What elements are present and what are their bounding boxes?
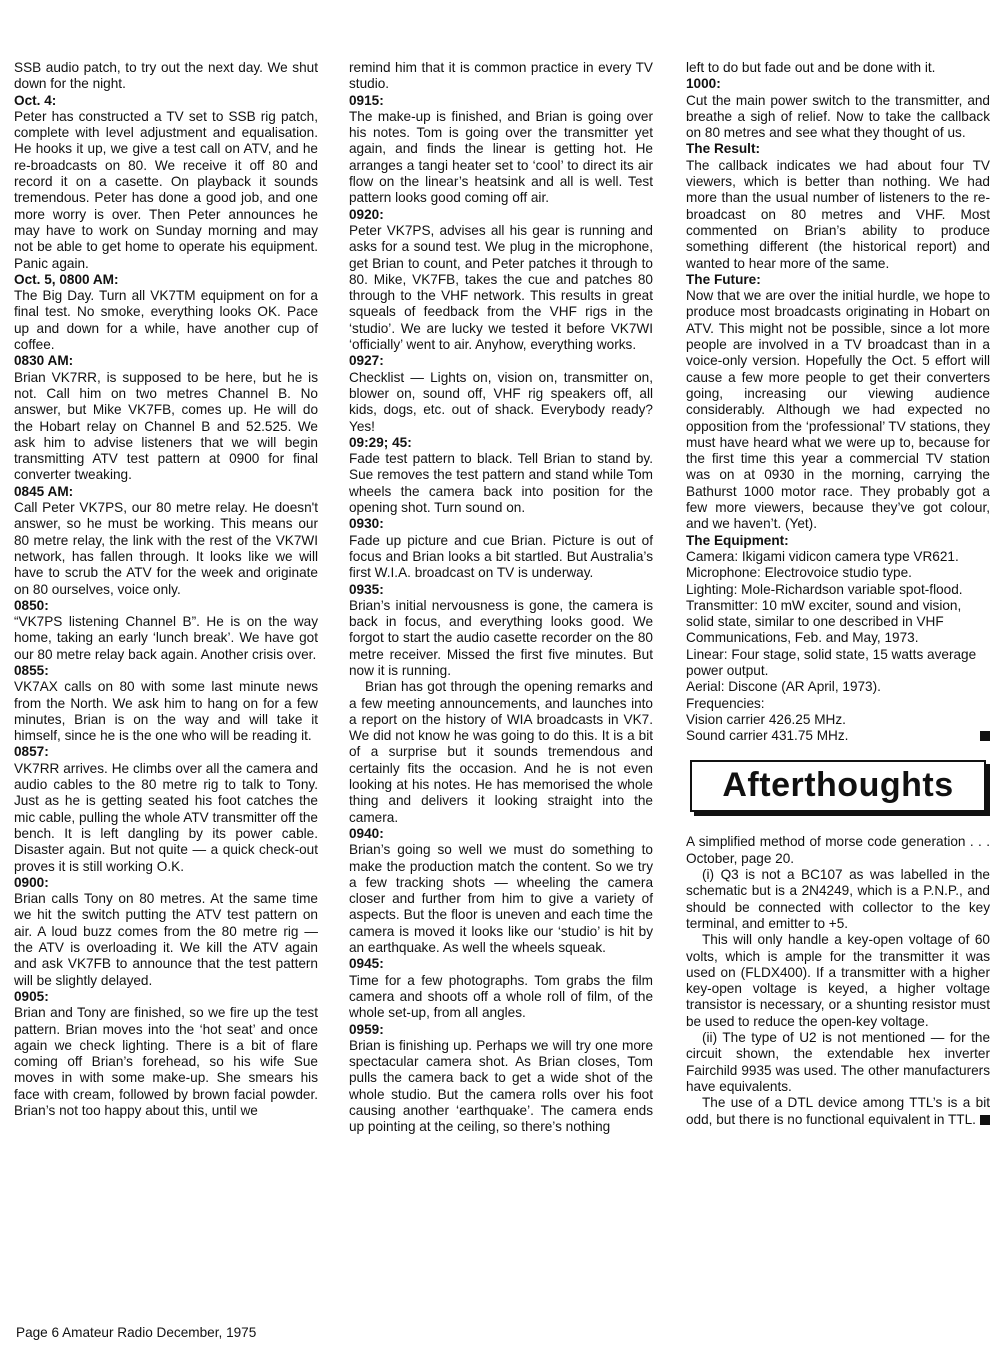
section-heading: 0935: — [349, 581, 384, 597]
afterthoughts-heading-box — [690, 760, 986, 812]
afterthoughts-text — [686, 834, 990, 1127]
section-heading: 0945: — [349, 956, 384, 972]
paragraph: The use of a DTL device among TTL’s is a bit odd, but there is no functional equivalent in TTL. — [686, 1095, 990, 1127]
section-heading: 0830 AM: — [14, 353, 74, 369]
paragraph: Fade up picture and cue Brian. Picture is out of focus and Brian looks a bit startled. But Australia’s first W.I.A. broadcast on TV is underway. — [349, 532, 653, 581]
paragraph: Brian VK7RR, is supposed to be here, but he is not. Call him on two metres Channel B. No answer, but Mike VK7FB, comes up. He will do the Hobart relay on Channel B and 52.525. We ask him to advise listeners that we will begin transmitting ATV test pattern at 0900 for final converter tweaking. — [14, 369, 318, 483]
paragraph: left to do but fade out and be done with it. — [686, 60, 936, 75]
equipment-item: Vision carrier 426.25 MHz. — [686, 711, 846, 727]
equipment-item: Camera: Ikigami vidicon camera type VR621. — [686, 548, 959, 564]
equipment-item: Microphone: Electrovoice studio type. — [686, 565, 912, 581]
paragraph: Brian’s going so well we must do something to make the production match the content. So we try a few tracking shots — wheeling the camera closer and further from him to give a variety of aspects. But the floor is uneven and each time the camera is moved it looks like our ‘studio’ is hit by an earthquake. As well the wheels squeak. — [349, 842, 653, 956]
equipment-item: Linear: Four stage, solid state, 15 watts average power output. — [686, 646, 977, 678]
paragraph: Brian’s initial nervousness is gone, the camera is back in focus, and everything looks good. We forgot to start the audio casette recorder on the 80 metre receiver. Missed the first five minutes. But now it is running. — [349, 597, 653, 678]
paragraph: Call Peter VK7PS, our 80 metre relay. He doesn't answer, so he must be working. This means our 80 metre relay, the link with the rest of the VK7WI network, has fallen through. It looks like we will have to scrub the ATV for the week and originate on 80 ourselves, voice only. — [14, 500, 318, 597]
equipment-item: Aerial: Discone (AR April, 1973). — [686, 679, 881, 695]
paragraph: “VK7PS listening Channel B”. He is on the way home, taking an early ‘lunch break’. We have got our 80 metre relay back again. Another crisis over. — [14, 614, 318, 662]
section-heading: 0940: — [349, 825, 384, 841]
paragraph: The callback indicates we had about four TV viewers, which is better than nothing. We had more than the usual number of listeners to the re-broadcast on 80 metres and VHF. Most commented on Brian’s ability to produce something different (the historical report) and wanted to hear more of the same. — [686, 157, 990, 271]
section-heading: 09:29; 45: — [349, 434, 412, 450]
paragraph: Brian calls Tony on 80 metres. At the same time we hit the switch putting the ATV test pattern on air. A loud buzz comes from the 80 metre rig — the ATV is overloading it. We kill the ATV again and ask VK7FB to announce that the test pattern will be slightly delayed. — [14, 891, 318, 988]
paragraph: VK7AX calls on 80 with some last minute news from the North. We ask him to hang on for a few minutes, Brian is on the way and will take it himself, since he is the one who will be reading it. — [14, 679, 318, 744]
paragraph: A simplified method of morse code generation . . . October, page 20. — [686, 834, 990, 866]
paragraph: Cut the main power switch to the transmitter, and breathe a sigh of relief. Now to take the callback on 80 metres and see what they thought of us. — [686, 92, 990, 141]
paragraph: (ii) The type of U2 is not mentioned — for the circuit shown, the extendable hex inverter Fairchild 9935 was used. The other manufacturers have equivalents. — [686, 1030, 990, 1094]
section-heading: Oct. 4: — [14, 92, 57, 108]
section-heading: 1000: — [686, 76, 721, 92]
page-footer: Page 6 Amateur Radio December, 1975 — [16, 1325, 257, 1340]
section-heading: 0927: — [349, 353, 384, 369]
equipment-item: Lighting: Mole-Richardson variable spot-flood. — [686, 581, 963, 597]
paragraph: remind him that it is common practice in every TV studio. — [349, 60, 653, 92]
section-heading: 0930: — [349, 516, 384, 532]
paragraph: (i) Q3 is not a BC107 as was labelled in the schematic but is a 2N4249, which is a P.N.P., and should be connected with collector to the key terminal, and emitter to +5. — [686, 867, 990, 931]
section-heading: The Future: — [686, 271, 761, 287]
end-mark — [980, 731, 990, 741]
section-heading: Oct. 5, 0800 AM: — [14, 271, 119, 287]
paragraph: Time for a few photographs. Tom grabs the film camera and shoots off a whole roll of film, of the whole set-up, from all angles. — [349, 972, 653, 1021]
equipment-item: Transmitter: 10 mW exciter, sound and vision, solid state, similar to one described in VHF Communications, Feb. and May, 1973. — [686, 597, 962, 646]
paragraph: Fade test pattern to black. Tell Brian to stand by. Sue removes the test pattern and stand while Tom wheels the camera back into position for the opening shot. Turn sound on. — [349, 451, 653, 516]
section-heading: 0855: — [14, 662, 49, 678]
paragraph: Peter VK7PS, advises all his gear is running and asks for a sound test. We plug in the microphone, get Brian to count, and Peter patches it through to 80. Mike, VK7FB, takes the cue and patches 80 through to the VHF network. This results in great squeals of feedback from the VHF rigs in the ‘studio’. We are lucky we tested it before VK7WI ‘officially’ went to air. Anyhow, everything works. — [349, 222, 653, 353]
column-1 — [14, 60, 318, 1119]
afterthoughts-heading: Afterthoughts — [722, 766, 954, 805]
column-3-text — [686, 60, 990, 549]
paragraph: VK7RR arrives. He climbs over all the camera and audio cables to the 80 metre rig to talk to Tony. Just as he is getting seated his foot catches the mic cable, pulling the whole ATV transmitter off the bench. It is left dangling by its power cable. Disaster again. But not quite — a quick check-out proves it is still working O.K. — [14, 760, 318, 874]
section-heading: 0850: — [14, 597, 49, 613]
paragraph: Brian is finishing up. Perhaps we will try one more spectacular camera shot. As Brian closes, Tom pulls the camera back to get a wide shot of the whole studio. But the camera rolls over his foot causing another ‘earthquake’. The camera ends up pointing at the ceiling, so there’s nothing — [349, 1037, 653, 1135]
section-heading: 0845 AM: — [14, 483, 74, 499]
equipment-item: Frequencies: — [686, 695, 765, 711]
paragraph: The Big Day. Turn all VK7TM equipment on for a final test. No smoke, everything looks OK. Pace up and down for a while, have another cup of coffee. — [14, 288, 318, 353]
paragraph: The make-up is finished, and Brian is going over his notes. Tom is going over the transmitter yet again, and finds the linear is getting hot. He arranges a tangi heater set to ‘cool’ to direct its air flow on the linear’s heatsink and all is well. Test pattern looks good coming off air. — [349, 108, 653, 206]
paragraph: Peter has constructed a TV set to SSB rig patch, complete with level adjustment and equalisation. He hooks it up, we give a test call on ATV, and he re-broadcasts on 80. We receive it off 80 and record it on a casette. On playback it sounds tremendous. Peter has done a good job, and one more worry is over. Then Peter announces he may have to work on Sunday morning and may not be able to get home to operate his equipment. Panic again. — [14, 108, 318, 271]
paragraph: Brian has got through the opening remarks and a few meeting announcements, and launches into a report on the history of WIA broadcasts in VK7. We did not know he was going to do this. It is a bit of a surprise but it sounds tremendous and certainly fits the occasion. And he is not even looking at his notes. He has memorised the whole thing and delivers it looking straight into the camera. — [349, 679, 653, 825]
section-heading: The Equipment: — [686, 532, 789, 548]
paragraph: Brian and Tony are finished, so we fire up the test pattern. Brian moves into the ‘hot seat’ and once again we check lighting. There is a bit of flare coming off Brian’s forehead, so his wife Sue moves in with some make-up. She smears his face with cream, followed by brown facial powder. Brian’s not too happy about this, until we — [14, 1005, 318, 1118]
column-2 — [349, 60, 653, 1136]
section-heading: 0959: — [349, 1021, 384, 1037]
section-heading: 0900: — [14, 874, 49, 890]
paragraph: This will only handle a key-open voltage of 60 volts, which is ample for the transmitter it was used on (FLDX400). If a transmitter with a higher key-open voltage is keyed, a higher voltage transistor is necessary, or a shunting resistor must be used to reduce the open-key voltage. — [686, 932, 990, 1029]
section-heading: 0905: — [14, 988, 49, 1004]
end-mark — [980, 1115, 990, 1125]
paragraph: Checklist — Lights on, vision on, transmitter on, blower on, sound off, VHF rig speakers off, all kids, dogs, etc. out of shack. Everybody ready? Yes! — [349, 369, 653, 434]
section-heading: 0920: — [349, 206, 384, 222]
equipment-item: Sound carrier 431.75 MHz. — [686, 728, 990, 744]
paragraph: Now that we are over the initial hurdle, we hope to produce most broadcasts originating in Hobart on ATV. This might not be possible, since a lot more people are involved in a TV broadcast than in a voice-only version. Hopefully the Oct. 5 effort will cause a few more people to get their converters going, increasing our viewing audience considerably. Although we had expected no opposition from the ‘professional’ TV stations, they must have heard what we were up to, because for the first time this year a commercial TV station was on at 0930 in the morning, carrying the Bathurst 1000 motor race. They probably got a few more viewers, because they’ve got colour, and we haven’t. (Yet). — [686, 288, 990, 532]
section-heading: The Result: — [686, 141, 761, 157]
section-heading: 0915: — [349, 92, 384, 108]
paragraph: SSB audio patch, to try out the next day. We shut down for the night. — [14, 60, 318, 92]
section-heading: 0857: — [14, 744, 49, 760]
equipment-list — [686, 549, 990, 745]
column-3 — [686, 60, 990, 1128]
